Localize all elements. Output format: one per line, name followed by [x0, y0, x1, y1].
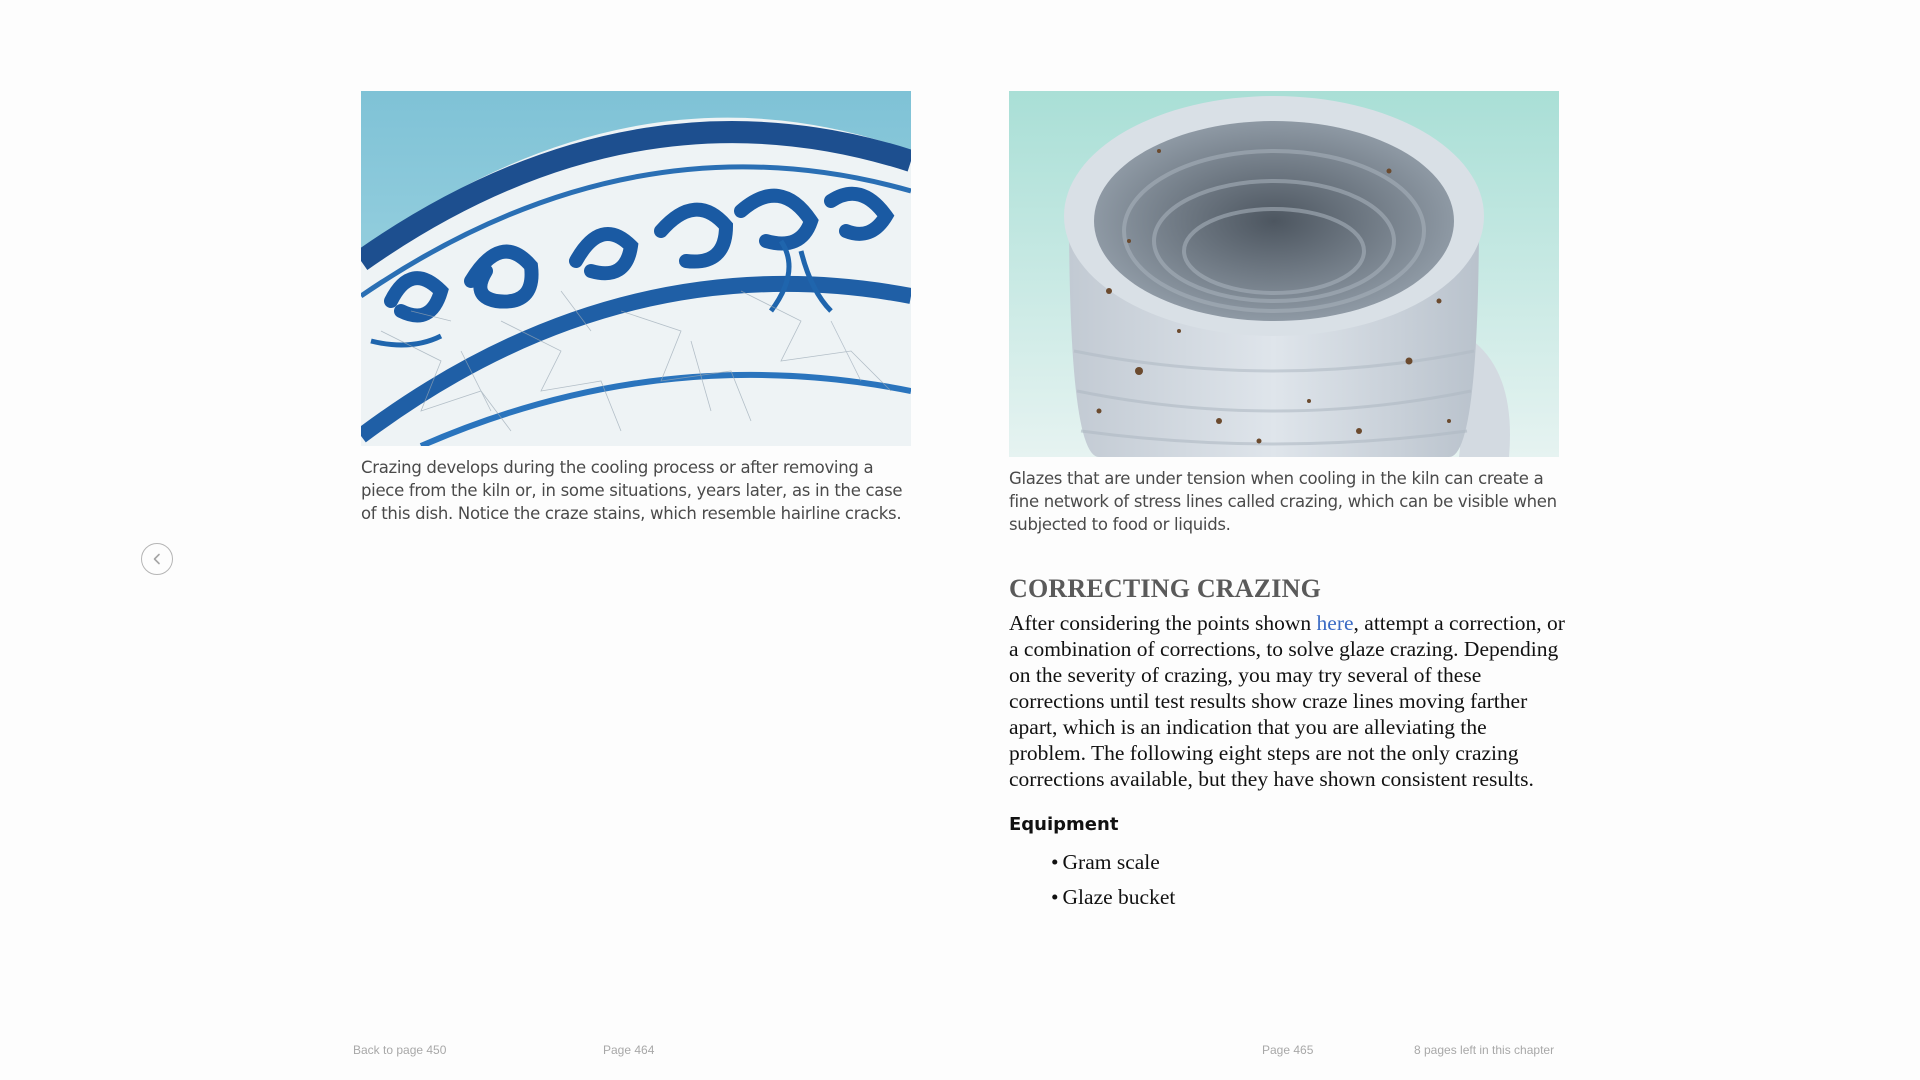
back-button[interactable]	[141, 543, 173, 575]
list-item	[1051, 845, 1569, 880]
right-page-number: Page 465	[1262, 1043, 1314, 1057]
crazed-dish-illustration	[361, 91, 911, 446]
bullet-icon: •	[1051, 850, 1059, 874]
equipment-heading: Equipment	[1009, 814, 1119, 835]
equipment-item-label: Gram scale	[1062, 850, 1160, 874]
equipment-list	[1009, 845, 1569, 915]
speckled-mug-image	[1009, 91, 1559, 457]
body-paragraph	[1009, 610, 1569, 792]
left-page-number: Page 464	[603, 1043, 655, 1057]
pages-left-indicator: 8 pages left in this chapter	[1414, 1043, 1555, 1057]
back-to-page-link[interactable]: Back to page 450	[353, 1043, 447, 1057]
here-link[interactable]: here	[1316, 611, 1354, 635]
list-item	[1051, 880, 1569, 915]
crazed-dish-image	[361, 91, 911, 446]
section-heading: CORRECTING CRAZING	[1009, 574, 1322, 603]
right-page	[1009, 0, 1569, 915]
speckled-mug-illustration	[1009, 91, 1559, 457]
equipment-item-label: Glaze bucket	[1062, 885, 1176, 909]
body-text-after-link: , attempt a correction, or a combination of corrections, to solve glaze crazing. Depending on the severity of crazing, you may try several of these corrections until test results show craze lines moving farther apart, which is an indication that you are alleviating the problem. The following eight steps are not the only crazing corrections available, but they have shown consistent results.	[1009, 611, 1565, 791]
dish-caption: Crazing develops during the cooling process or after removing a piece from the kiln or, in some situations, years later, as in the case of this dish. Notice the craze stains, which resemble hairline cracks.	[361, 458, 903, 523]
mug-caption: Glazes that are under tension when cooling in the kiln can create a fine network of stress lines called crazing, which can be visible when subjected to food or liquids.	[1009, 469, 1557, 534]
left-page	[361, 0, 921, 525]
body-text-before-link: After considering the points shown	[1009, 611, 1317, 635]
bullet-icon: •	[1051, 885, 1059, 909]
chevron-left-icon	[151, 553, 163, 565]
